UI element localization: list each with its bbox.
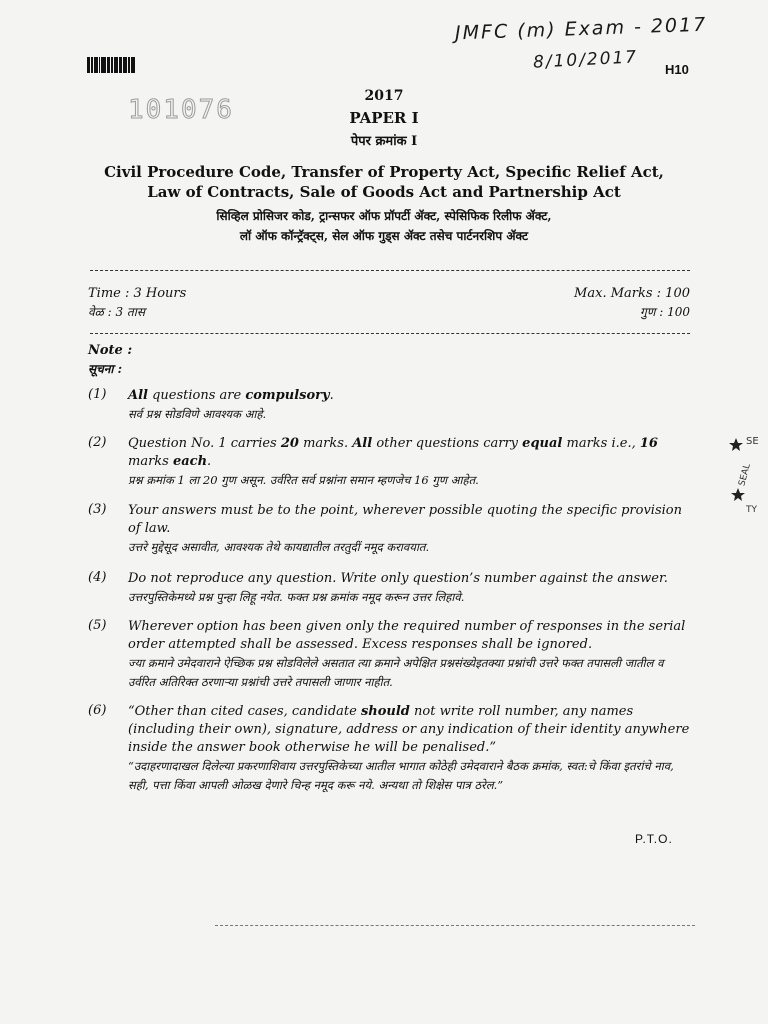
instruction-text-marathi: ज्या क्रमाने उमेदवाराने ऐच्छिक प्रश्न सोडविलेले असतात त्या क्रमाने अपेक्षित प्रश्नसंख्येइतक्या प्रश्नांची उत्तरे फक्त तपासली जातील व उर्वरित अतिरिक्त ठरणाऱ्या प्रश्नांची उत्तरे तपासली जाणार नाहीत. <box>128 656 664 689</box>
instruction-text-marathi: उत्तरपुस्तिकेमध्ये प्रश्न पुन्हा लिहू नयेत. फक्त प्रश्न क्रमांक नमूद करून उत्तर लिहावे. <box>128 590 465 604</box>
subject-title-line-2: Law of Contracts, Sale of Goods Act and Partnership Act <box>147 183 621 201</box>
instruction-number: (2) <box>88 435 107 450</box>
instruction-text: Question No. 1 carries 20 marks. All other questions carry equal marks i.e., 16 marks each. <box>128 436 658 469</box>
time-allowed-marathi: वेळ : 3 तास <box>88 305 145 319</box>
note-heading-marathi: सूचना : <box>88 362 123 376</box>
seal-stamp-icon <box>728 430 768 520</box>
series-code: H10 <box>665 62 689 77</box>
instruction-number: (5) <box>88 618 107 633</box>
instruction-text: All questions are compulsory. <box>128 388 334 403</box>
instruction-text: Do not reproduce any question. Write only question’s number against the answer. <box>128 571 668 586</box>
divider <box>90 270 690 271</box>
subject-title-marathi-line-2: लॉ ऑफ कॉन्ट्रॅक्ट्स, सेल ऑफ गुड्स ॲक्ट तसेच पार्टनरशिप ॲक्ट <box>239 229 529 243</box>
divider <box>90 333 690 334</box>
svg-text:TY: TY <box>746 505 757 515</box>
paper-title-marathi: पेपर क्रमांक I <box>350 134 418 149</box>
paper-title: PAPER I <box>349 109 419 127</box>
handwritten-exam-title: JMFC (m) Exam - 2017 <box>454 13 708 45</box>
instruction-number: (1) <box>88 387 107 402</box>
instruction-item <box>88 570 694 607</box>
instruction-item <box>88 435 694 490</box>
max-marks-marathi: गुण : 100 <box>639 305 690 319</box>
instruction-number: (3) <box>88 502 107 517</box>
instruction-text-marathi: “उदाहरणादाखल दिलेल्या प्रकरणाशिवाय उत्तरपुस्तिकेच्या आतील भागात कोठेही उमेदवाराने बैठक क्रमांक, स्वत:चे किंवा इतरांचे नाव, सही, पत्ता किंवा आपली ओळख देणारे चिन्ह नमूद करू नये. अन्यथा तो शिक्षेस पात्र ठरेल.” <box>128 759 674 792</box>
instruction-text-marathi: उत्तरे मुद्देसूद असावीत, आवश्यक तेथे कायद्यातील तरतुदीं नमूद करावयात. <box>128 540 430 554</box>
time-allowed: Time : 3 Hours <box>88 286 187 301</box>
instruction-text-marathi: सर्व प्रश्न सोडविणे आवश्यक आहे. <box>128 407 267 421</box>
instruction-number: (4) <box>88 570 107 585</box>
subject-title-marathi-line-1: सिव्हिल प्रोसिजर कोड, ट्रान्सफर ऑफ प्रॉपर्टी ॲक्ट, स्पेसिफिक रिलीफ ॲक्ट, <box>216 209 552 223</box>
stamped-serial-number: 101076 <box>128 95 234 125</box>
note-heading: Note : <box>88 343 133 358</box>
instruction-item <box>88 387 694 424</box>
handwritten-exam-date: 8/10/2017 <box>532 47 639 73</box>
max-marks: Max. Marks : 100 <box>574 286 690 301</box>
divider <box>215 925 695 926</box>
svg-text:SE: SE <box>746 436 759 447</box>
svg-text:SEAL: SEAL <box>737 462 753 488</box>
instruction-number: (6) <box>88 703 107 718</box>
instruction-text: Your answers must be to the point, wherever possible quoting the specific provision of law. <box>128 503 682 536</box>
exam-year: 2017 <box>364 88 404 104</box>
barcode-mark <box>87 57 135 73</box>
instruction-text: “Other than cited cases, candidate should not write roll number, any names (including their own), signature, address or any indication of their identity anywhere inside the answer book otherwise he will be penalised.” <box>128 704 690 755</box>
instruction-item <box>88 502 694 557</box>
instruction-text-marathi: प्रश्न क्रमांक 1 ला 20 गुण असून. उर्वरित सर्व प्रश्नांना समान म्हणजेच 16 गुण आहेत. <box>128 473 479 487</box>
instruction-item <box>88 618 694 692</box>
subject-title-line-1: Civil Procedure Code, Transfer of Property Act, Specific Relief Act, <box>104 163 664 181</box>
please-turn-over: P.T.O. <box>635 832 673 846</box>
instruction-text: Wherever option has been given only the required number of responses in the serial order attempted shall be assessed. Excess responses shall be ignored. <box>128 619 686 652</box>
instruction-item <box>88 703 694 795</box>
